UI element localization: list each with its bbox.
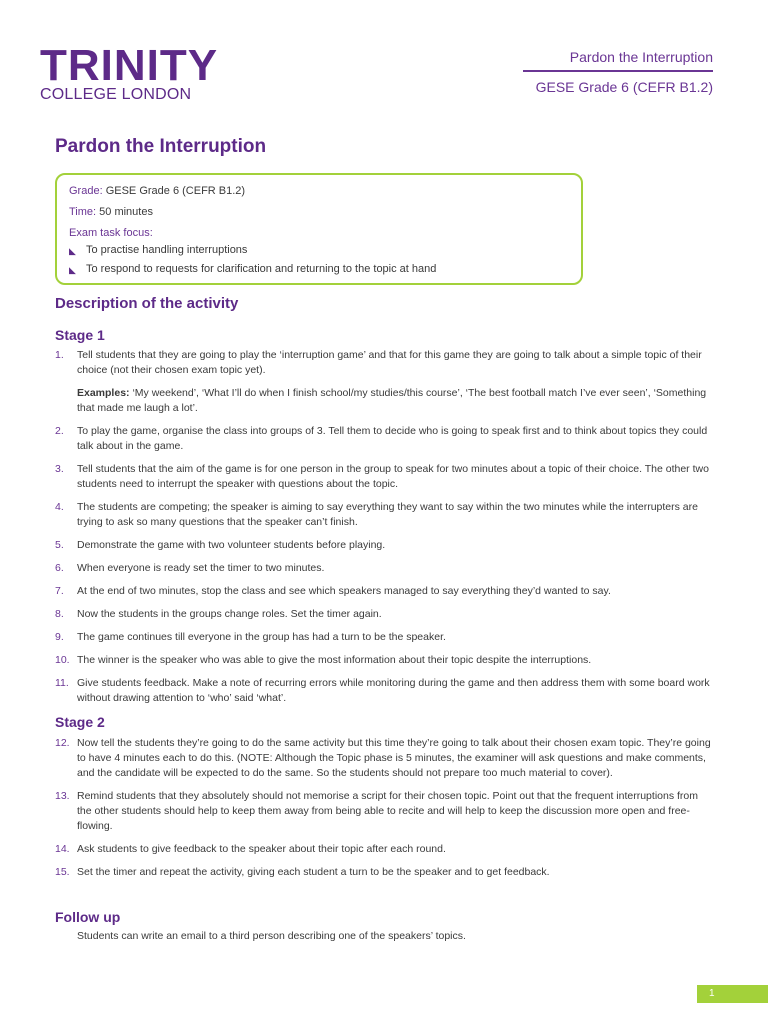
item-number: 4. [55,501,64,513]
item-number: 7. [55,585,64,597]
item-text: Demonstrate the game with two volunteer students before playing. [77,539,386,551]
item-number: 15. [55,866,70,878]
stage2-heading: Stage 2 [55,714,105,730]
examples-block [77,386,715,416]
list-item [55,736,715,781]
item-number: 5. [55,539,64,551]
item-number: 12. [55,737,70,749]
header-grade: GESE Grade 6 (CEFR B1.2) [535,79,713,95]
list-item [55,676,715,706]
stage1-list [55,348,715,714]
focus-item [69,262,569,277]
header-title: Pardon the Interruption [523,48,713,72]
focus-item [69,243,569,258]
item-text: At the end of two minutes, stop the class and see which speakers managed to say everything they’d wanted to say. [77,585,611,597]
logo-wordmark: TRINITY [40,41,219,90]
item-number: 9. [55,631,64,643]
item-number: 2. [55,425,64,437]
list-item [55,424,715,454]
item-number: 6. [55,562,64,574]
list-item [55,789,715,834]
list-item [55,630,715,645]
list-item [55,561,715,576]
bullet-icon: ◣ [69,265,76,275]
logo-subtitle: COLLEGE LONDON [40,86,192,103]
time-line [69,205,569,219]
examples-text: ‘My weekend’, ‘What I’ll do when I finish school/my studies/this course’, ‘The best football match I’ve ever seen’, ‘Something that made me laugh a lot’. [77,387,707,414]
item-text: Tell students that the aim of the game is for one person in the group to speak for two minutes about a topic of their choice. The other two students need to interrupt the speaker with questions about the topic. [77,463,709,490]
list-item [55,865,715,880]
list-item [55,500,715,530]
stage1-heading: Stage 1 [55,327,105,343]
item-number: 1. [55,349,64,361]
item-text: To play the game, organise the class into groups of 3. Tell them to decide who is going to speak first and to think about topics they could talk about in the game. [77,425,708,452]
item-text: The students are competing; the speaker is aiming to say everything they want to say within the two minutes while the interrupters are trying to ask so many questions that the speaker can’t finish. [77,501,698,528]
item-text: Give students feedback. Make a note of recurring errors while monitoring during the game and then address them with some board work without drawing attention to ‘who’ said ‘what’. [77,677,710,704]
trinity-logo [40,41,240,104]
list-item [55,607,715,622]
item-number: 10. [55,654,70,666]
item-number: 14. [55,843,70,855]
item-text: The winner is the speaker who was able to give the most information about their topic despite the interruptions. [77,654,592,666]
item-text: The game continues till everyone in the group has had a turn to be the speaker. [77,631,446,643]
focus-label: Exam task focus: [69,227,153,239]
bullet-icon: ◣ [69,246,76,256]
list-item [55,462,715,492]
grade-label: Grade: [69,185,103,197]
item-number: 13. [55,790,70,802]
item-number: 3. [55,463,64,475]
time-label: Time: [69,206,97,218]
grade-line [69,184,569,198]
focus-item-text: To respond to requests for clarification and returning to the topic at hand [86,263,437,275]
list-item [55,538,715,553]
followup-text: Students can write an email to a third person describing one of the speakers’ topics. [77,930,466,942]
item-text: Ask students to give feedback to the speaker about their topic after each round. [77,843,446,855]
item-text: When everyone is ready set the timer to two minutes. [77,562,325,574]
item-number: 11. [55,677,69,689]
item-number: 8. [55,608,64,620]
followup-heading: Follow up [55,909,121,925]
page-title: Pardon the Interruption [55,136,267,157]
item-text: Tell students that they are going to play the ‘interruption game’ and that for this game they are going to talk about a simple topic of their choice (not their chosen exam topic yet). [77,349,702,376]
grade-value: GESE Grade 6 (CEFR B1.2) [105,185,246,197]
list-item [55,653,715,668]
time-value: 50 minutes [99,206,153,218]
document-header [523,48,713,96]
page-number: 1 [697,985,768,1003]
list-item [55,842,715,857]
info-box [55,173,583,285]
item-text: Now the students in the groups change roles. Set the timer again. [77,608,382,620]
list-item [55,348,715,378]
stage2-list [55,736,715,888]
item-text: Set the timer and repeat the activity, giving each student a turn to be the speaker and to get feedback. [77,866,550,878]
item-text: Remind students that they absolutely should not memorise a script for their chosen topic. Point out that the frequent interruptions from the other students should help to keep them away from being able to recite and will help to keep the discussion more open and free-flowing. [77,790,698,832]
item-text: Now tell the students they’re going to do the same activity but this time they’re going to talk about their chosen exam topic. They’re going to have 4 minutes each to do this. (NOTE: Although the Topic phase is 5 minutes, the examiner will ask questions and make comments, and the candidate will be expected to do the same. So the students should not prepare too much material to cover). [77,737,711,779]
examples-label: Examples: [77,387,130,399]
description-heading: Description of the activity [55,295,239,312]
focus-item-text: To practise handling interruptions [86,244,248,256]
list-item [55,584,715,599]
